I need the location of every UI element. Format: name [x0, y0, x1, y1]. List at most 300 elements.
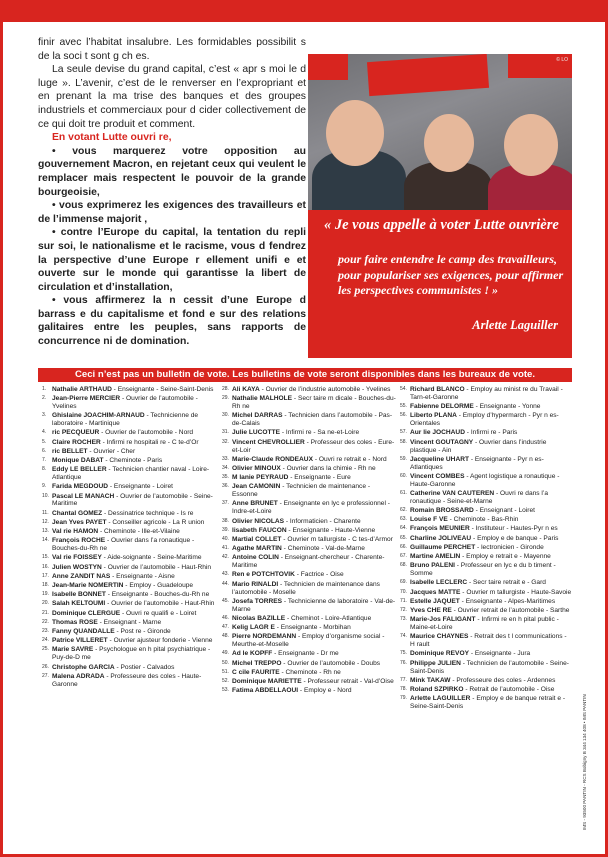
candidate-entry [222, 598, 397, 614]
candidate-name: Malena ADRADA [52, 672, 105, 680]
candidate-description: - Cheminote - Rh ne [279, 668, 341, 676]
candidate-entry [42, 619, 217, 627]
candidate-text [52, 412, 217, 428]
candidate-number: 17. [42, 572, 49, 579]
candidate-text [232, 439, 397, 455]
candidate-description: - Ouvrier de l’automobile - Doubs [281, 659, 381, 667]
candidate-name: Roland SZPIRKO [410, 685, 464, 693]
candidate-description: - Ouvrier retrait de l’automobile - Sarthe [451, 607, 570, 614]
candidate-description: - Enseignant - Loiret [473, 507, 535, 515]
candidate-text [232, 581, 397, 597]
candidate-description: - Enseignante - Alpes-Maritimes [459, 597, 556, 605]
candidate-description: - Enseignante - Pyr n es-Atlantiques [410, 455, 544, 471]
candidate-description: - Enseignante en lyc e professionnel - Indre-et-Loire [232, 500, 390, 516]
candidate-description: - lectronicien - Gironde [475, 543, 544, 551]
quote-headline: « Je vous appelle à voter Lutte ouvrière [324, 217, 559, 233]
candidate-description: - Cheminote - Val-de-Marne [281, 545, 365, 553]
candidate-number: 51. [222, 668, 229, 675]
candidate-text [52, 457, 217, 465]
candidate-name: Fanny QUANDALLE [52, 628, 115, 635]
candidate-text [52, 483, 217, 491]
candidate-number: 19. [42, 591, 49, 598]
candidate-number: 1. [42, 386, 47, 392]
candidate-entry [400, 579, 572, 587]
candidate-description: - Professeure des coles - Haute-Garonne [52, 672, 202, 688]
candidate-text [232, 687, 397, 695]
candidate-number: 63. [400, 516, 407, 523]
candidate-name: Ren e POTCHTOVIK [232, 571, 295, 579]
candidate-name: Isabelle BONNET [52, 591, 106, 599]
candidate-description: - Cheminote - Ille-et-Vilaine [98, 528, 180, 536]
candidate-description: - Enseignante - Bouches-du-Rh ne [105, 591, 210, 599]
candidate-entry [400, 598, 572, 606]
candidate-text [52, 554, 217, 562]
candidate-name: Yves CHE RE [410, 607, 452, 614]
red-flag [367, 54, 489, 96]
candidate-description: - Employ e - Nord [298, 687, 352, 695]
candidate-entry [222, 615, 397, 623]
candidate-text [52, 519, 217, 527]
candidate-entry [400, 429, 572, 437]
candidate-entry [42, 510, 217, 518]
candidate-entry [42, 591, 217, 599]
candidate-entry [222, 687, 397, 695]
candidate-text [410, 598, 572, 606]
candidate-text [410, 633, 572, 649]
candidate-name: Christophe GARCIA [52, 663, 115, 671]
candidate-text [52, 664, 217, 672]
candidate-text [52, 528, 217, 536]
candidate-description: - Technicienne de laboratoire - Martinique [52, 412, 199, 428]
candidate-number: 62. [400, 507, 407, 514]
candidate-entry [400, 607, 572, 615]
candidate-name: Chantal GOMEZ [52, 509, 103, 517]
candidate-entry [222, 581, 397, 597]
candidate-entry [42, 493, 217, 509]
candidate-description: - Enseignante - Eure [288, 474, 351, 482]
candidate-number: 26. [42, 663, 49, 670]
candidate-text [52, 395, 217, 411]
candidate-number: 35. [222, 474, 229, 481]
candidate-entry [42, 628, 217, 636]
candidate-name: Louise F VE [410, 516, 448, 524]
candidate-description: - Technicien dans l’automobile - Pas-de-Calais [232, 412, 393, 428]
candidate-text [52, 510, 217, 518]
candidate-text [52, 429, 217, 437]
candidate-text [232, 598, 397, 614]
candidate-number: 22. [42, 618, 49, 625]
candidate-number: 75. [400, 650, 407, 657]
red-flag [308, 54, 348, 80]
candidate-number: 76. [400, 659, 407, 666]
candidate-number: 14. [42, 537, 49, 544]
candidate-number: 58. [400, 438, 407, 445]
candidate-name: Vincent CHEVROLLIER [232, 438, 305, 446]
candidate-entry [400, 403, 572, 411]
candidate-name: Anne ZANDIT NAS [52, 572, 111, 580]
candidate-description: - Technicien chantier naval - Loire-Atlantique [52, 466, 210, 482]
candidate-number: 6. [42, 447, 47, 454]
candidate-description: - Professeur des coles - Eure-et-Loir [232, 438, 395, 454]
candidate-number: 31. [222, 429, 229, 436]
candidate-description: - Ouvrier ajusteur fonderie - Vienne [107, 637, 213, 645]
candidate-text [52, 439, 217, 447]
candidate-text [232, 474, 397, 482]
candidate-description: - Factrice - Oise [294, 571, 344, 579]
intro-text [38, 36, 306, 349]
candidate-number: 69. [400, 579, 407, 586]
candidate-number: 30. [222, 412, 229, 419]
candidate-number: 13. [42, 528, 49, 535]
candidate-name: Olivier NICOLAS [232, 517, 285, 525]
candidate-text [232, 615, 397, 623]
candidate-name: ric BELLET [52, 447, 88, 455]
candidate-entry [222, 554, 397, 570]
candidate-text [232, 624, 397, 632]
candidate-description: - Professeure des coles - Ardennes [450, 676, 556, 684]
candidate-name: Michel DARRAS [232, 412, 283, 420]
candidate-name: Arlette LAGUILLER [410, 695, 471, 703]
candidate-entry [42, 528, 217, 536]
candidate-name: Jacques MATTE [410, 588, 461, 596]
candidate-description: - Retrait de l’automobile - Oise [463, 685, 555, 693]
candidates-photo [308, 54, 572, 210]
candidate-number: 53. [222, 687, 229, 694]
candidate-entry [42, 637, 217, 645]
candidate-description: - Employ au minist re du Travail - Tarn-et-Garonne [410, 386, 563, 401]
candidate-text [232, 650, 397, 658]
candidate-entry [42, 582, 217, 590]
candidate-entry [400, 660, 572, 676]
candidate-number: 8. [42, 466, 47, 473]
candidate-number: 38. [222, 517, 229, 524]
candidate-name: Jean-Marie NOMERTIN [52, 581, 124, 589]
candidate-description: - Ouvrier - Cher [87, 447, 136, 455]
candidate-number: 23. [42, 628, 49, 634]
candidate-number: 48. [222, 633, 229, 640]
candidate-name: Kelig LAGR E [232, 624, 275, 632]
candidate-number: 21. [42, 609, 49, 616]
candidate-number: 36. [222, 483, 229, 490]
candidate-entry [42, 448, 217, 456]
candidate-description: - Infirmi re - Sa ne-et-Loire [280, 429, 360, 437]
candidate-number: 56. [400, 412, 407, 419]
candidate-text [410, 490, 572, 506]
candidate-name: Maurice CHAYNES [410, 633, 469, 641]
candidate-text [232, 386, 397, 394]
candidate-description: - Secr taire retrait e - Gard [467, 579, 546, 587]
candidate-description: - Enseignante - Haute-Vienne [286, 526, 376, 534]
candidate-description: - Enseignante - Seine-Saint-Denis [111, 386, 214, 393]
candidate-entry [42, 610, 217, 618]
candidate-name: Pascal LE MANACH [52, 492, 115, 500]
candidate-text [410, 616, 572, 632]
candidate-entry [400, 516, 572, 524]
candidate-number: 60. [400, 472, 407, 479]
candidate-name: Dominique MARIETTE [232, 678, 302, 686]
candidate-description: - Employ e de banque - Paris [471, 534, 559, 542]
candidate-description: - Ouvrier dans l’industrie plastique - Ain [410, 438, 547, 454]
candidate-number: 9. [42, 483, 47, 490]
candidate-text [410, 439, 572, 455]
candidate-name: Josefa TORRES [232, 597, 283, 605]
candidate-description: - Ouvrier de l’automobile - Haut-Rhin [101, 563, 212, 571]
candidate-entry [42, 537, 217, 553]
candidate-name: Marie-Jos FALIGANT [410, 616, 476, 624]
intro-bullet: • vous exprimerez les exigences des travailleurs et de l’immense majorit , [38, 200, 306, 225]
candidate-number: 27. [42, 672, 49, 679]
candidate-entry [222, 518, 397, 526]
candidate-number: 42. [222, 554, 229, 561]
candidate-entry [400, 553, 572, 561]
candidate-description: - Enseignante - Loiret [108, 483, 173, 491]
candidate-number: 61. [400, 489, 407, 496]
candidate-text [232, 412, 397, 428]
candidate-name: Val rie HAMON [52, 528, 99, 536]
candidate-text [410, 589, 572, 597]
candidate-description: - Conseiller agricole - La R union [106, 518, 205, 526]
candidate-text [232, 518, 397, 526]
candidate-entry [42, 483, 217, 491]
candidate-entry [222, 395, 397, 411]
candidate-name: Eddy LE BELLER [52, 466, 107, 474]
candidate-number: 44. [222, 580, 229, 587]
intro-lead: En votant Lutte ouvri re, [52, 132, 172, 144]
candidate-entry [400, 412, 572, 428]
candidate-text [52, 600, 217, 608]
candidate-name: Marie SAVRE [52, 646, 94, 654]
candidate-name: Ghislaine JOACHIM-ARNAUD [52, 412, 145, 420]
candidate-entry [222, 571, 397, 579]
candidate-name: Michel TREPPO [232, 659, 282, 667]
candidate-entry [222, 650, 397, 658]
candidate-description: - Instituteur - Hautes-Pyr n es [469, 525, 558, 533]
candidate-entry [400, 616, 572, 632]
candidate-text [52, 628, 217, 636]
candidate-entry [222, 633, 397, 649]
candidate-text [410, 695, 572, 711]
candidate-name: Charline JOLIVEAU [410, 534, 472, 542]
candidate-description: - Psychologue en h pital psychiatrique - Puy-de-D me [52, 646, 211, 662]
candidate-entry [400, 650, 572, 658]
candidate-description: - Technicien de l’automobile - Seine-Saint-Denis [410, 659, 569, 675]
candidate-description: - Informaticien - Charente [284, 517, 361, 525]
candidate-number: 52. [222, 678, 229, 685]
candidate-entry [42, 457, 217, 465]
candidate-text [410, 544, 572, 552]
candidate-entry [222, 439, 397, 455]
person-face [504, 114, 558, 176]
candidate-number: 25. [42, 646, 49, 653]
candidate-text [410, 403, 572, 411]
candidate-entry [400, 589, 572, 597]
candidate-description: - Infirmi re en h pital public - Maine-et-Loire [410, 616, 559, 632]
candidate-number: 7. [42, 457, 47, 464]
candidate-entry [400, 507, 572, 515]
candidate-description: - Ouvrier de l’automobile - Yvelines [52, 395, 198, 411]
candidate-number: 5. [42, 438, 47, 445]
candidate-name: François MEUNIER [410, 525, 470, 533]
candidate-name: Vincent GOUTAGNY [410, 438, 474, 446]
candidate-entry [222, 536, 397, 544]
candidate-name: Vincent COMBES [410, 472, 465, 480]
candidate-description: - Aide-soignante - Seine-Maritime [101, 554, 202, 562]
candidate-name: Philippe JULIEN [410, 659, 461, 667]
candidate-column-1 [42, 386, 217, 690]
candidate-entry [42, 386, 217, 394]
candidate-name: Nathalie ARTHAUD [52, 386, 112, 393]
candidate-description: - Dessinatrice technique - Is re [102, 509, 194, 517]
candidate-description: - Ouvri re retrait e - Nord [312, 455, 387, 463]
candidate-name: Fabienne DELORME [410, 403, 474, 411]
candidate-name: Dominique CLERGUE [52, 609, 121, 617]
candidate-name: Guillaume PERCHET [410, 543, 476, 551]
candidate-text [410, 535, 572, 543]
candidate-text [232, 633, 397, 649]
candidate-number: 16. [42, 563, 49, 570]
candidate-description: - Ouvrier dans la chimie - Rh ne [280, 464, 376, 472]
candidate-name: Fatima ABDELLAOUI [232, 687, 299, 695]
candidate-text [232, 545, 397, 553]
candidate-text [52, 637, 217, 645]
candidate-entry [42, 673, 217, 689]
candidate-description: - Professeur en lyc e du b timent - Somme [410, 562, 556, 578]
candidate-description: - Professeur retrait - Val-d’Oise [301, 678, 394, 686]
candidate-description: - Technicien de maintenance dans l’automobile - Moselle [232, 580, 380, 596]
candidate-number: 70. [400, 588, 407, 595]
candidate-text [410, 686, 572, 694]
candidate-entry [400, 544, 572, 552]
candidate-name: Liberto PLANA [410, 412, 457, 420]
candidate-name: Salah KELTOUMI [52, 600, 106, 608]
candidate-number: 18. [42, 581, 49, 588]
candidate-entry [222, 456, 397, 464]
candidate-text [52, 610, 217, 618]
candidate-text [410, 677, 572, 685]
candidate-name: Mario RINALDI [232, 580, 279, 588]
candidate-text [410, 607, 572, 615]
candidate-number: 41. [222, 545, 229, 552]
candidate-text [232, 678, 397, 686]
candidate-description: - Enseignante - Yonne [473, 403, 541, 411]
candidate-number: 28. [222, 386, 229, 392]
candidate-name: Monique DABAT [52, 457, 104, 465]
candidate-description: - Technicien de maintenance - Essonne [232, 483, 371, 499]
candidate-name: ric PECQUEUR [52, 429, 100, 437]
candidate-number: 65. [400, 534, 407, 541]
candidate-entry [400, 473, 572, 489]
candidate-entry [400, 386, 572, 402]
candidate-text [410, 429, 572, 437]
candidate-number: 50. [222, 659, 229, 666]
candidate-description: - Retrait des t l communications - H rault [410, 633, 567, 649]
candidate-entry [42, 646, 217, 662]
candidate-entry [222, 474, 397, 482]
candidate-column-3 [400, 386, 572, 712]
candidate-text [410, 553, 572, 561]
candidate-description: - Ouvrier de l’automobile - Seine-Maritime [52, 492, 213, 508]
candidate-text [232, 395, 397, 411]
candidate-entry [222, 678, 397, 686]
candidate-description: - Enseignante - Aisne [110, 572, 175, 580]
candidate-name: Ali KAYA [232, 386, 260, 393]
candidate-name: Antoine COLIN [232, 554, 279, 562]
candidate-number: 73. [400, 616, 407, 623]
candidate-name: Anne BRUNET [232, 500, 278, 508]
candidate-number: 32. [222, 438, 229, 445]
quote-body: pour faire entendre le camp des travailleurs, pour populariser ses exigences, pour affirmer les perspectives communistes ! » [338, 252, 564, 297]
candidate-text [52, 466, 217, 482]
candidate-description: - Cheminote - Paris [103, 457, 163, 465]
candidate-name: lisabeth FAUCON [232, 526, 287, 534]
candidate-entry [42, 573, 217, 581]
candidate-name: Jean-Pierre MERCIER [52, 395, 121, 403]
candidate-number: 49. [222, 650, 229, 657]
candidate-number: 74. [400, 633, 407, 640]
candidate-name: Richard BLANCO [410, 386, 465, 393]
candidate-entry [400, 562, 572, 578]
candidate-entry [42, 466, 217, 482]
candidate-text [52, 573, 217, 581]
candidate-name: Marie-Claude RONDEAUX [232, 455, 313, 463]
candidate-entry [222, 500, 397, 516]
candidate-description: - Agent logistique a ronautique - Haute-Garonne [410, 472, 560, 488]
candidate-name: Ad le KOPFF [232, 650, 273, 658]
candidate-entry [400, 686, 572, 694]
candidate-text [232, 483, 397, 499]
candidate-number: 4. [42, 429, 47, 436]
candidate-number: 59. [400, 455, 407, 462]
candidate-number: 37. [222, 500, 229, 507]
candidate-description: - Cheminote - Bas-Rhin [447, 516, 519, 524]
candidate-entry [42, 554, 217, 562]
intro-paragraph-2: La seule devise du grand capital, c’est « apr s moi le d luge ». L’avenir, c’est de le renverser en l’expropriant et en prenant la ma trise des banques et des groupes industriels et commerciaux pour d cider collectivement de ce qui doit tre produit et comment. [38, 64, 306, 130]
candidate-entry [222, 545, 397, 553]
candidate-name: Isabelle LECLERC [410, 579, 468, 587]
candidate-text [410, 386, 572, 402]
candidate-number: 40. [222, 535, 229, 542]
candidate-text [410, 473, 572, 489]
candidate-text [410, 579, 572, 587]
candidate-entry [222, 386, 397, 394]
candidate-name: Nicolas BAZILLE [232, 614, 286, 622]
candidate-name: Olivier MINOUX [232, 464, 281, 472]
candidate-description: - Employ e de banque retrait e - Seine-Saint-Denis [410, 695, 566, 711]
candidate-number: 46. [222, 614, 229, 621]
candidate-description: - Employ d’hypermarch - Pyr n es-Orientales [410, 412, 559, 428]
candidate-name: Thomas ROSE [52, 618, 98, 626]
candidate-text [410, 562, 572, 578]
candidate-name: Mink TAKAW [410, 676, 451, 684]
candidate-text [232, 571, 397, 579]
candidate-name: C cile FAURITE [232, 668, 280, 676]
printer-imprint: IMS - 93500 PANTIN - RCS Bobigny B 344 134 408 • IMS PANTIN [582, 694, 587, 830]
candidate-text [52, 582, 217, 590]
candidate-name: Patrice VILLERET [52, 637, 108, 645]
candidate-number: 12. [42, 518, 49, 525]
candidate-name: Julien WOSTYN [52, 563, 102, 571]
candidate-number: 67. [400, 553, 407, 560]
candidate-description: - Postier - Calvados [114, 663, 175, 671]
candidate-number: 72. [400, 607, 407, 613]
candidate-entry [400, 695, 572, 711]
candidate-entry [400, 535, 572, 543]
candidate-name: Catherine VAN CAUTEREN [410, 489, 495, 497]
candidate-name: Jean Yves PAYET [52, 518, 107, 526]
candidate-text [410, 456, 572, 472]
candidate-number: 33. [222, 455, 229, 462]
candidate-entry [400, 525, 572, 533]
